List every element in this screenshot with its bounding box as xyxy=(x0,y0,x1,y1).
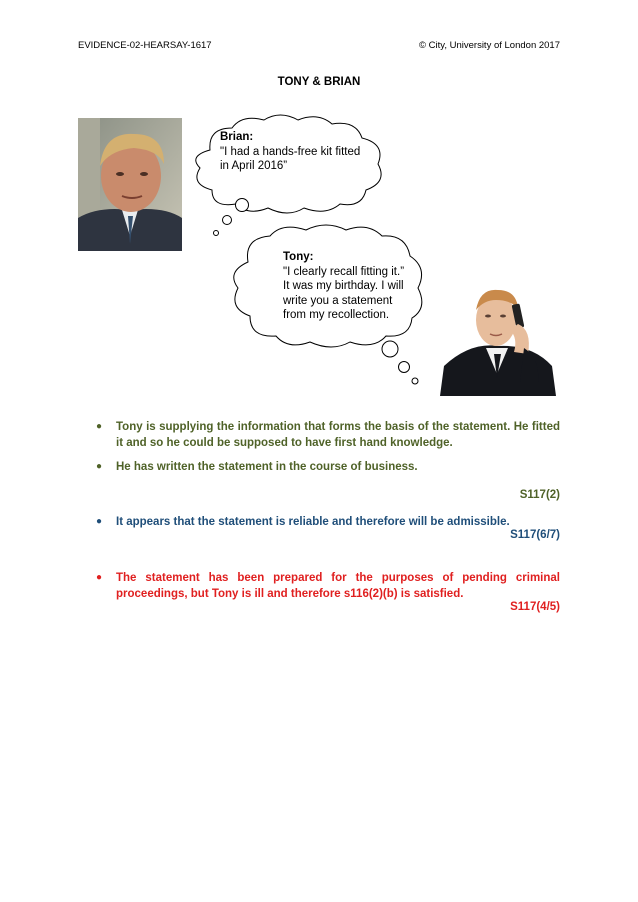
point-first-hand-knowledge xyxy=(96,419,560,451)
point-course-of-business xyxy=(96,459,560,475)
reference-s117-4-5: S117(4/5) xyxy=(510,601,560,613)
brian-quote xyxy=(220,130,370,174)
bullet-icon: ● xyxy=(96,516,103,527)
point-text: It appears that the statement is reliable and therefore will be admissible. xyxy=(116,516,510,528)
header-left: EVIDENCE-02-HEARSAY-1617 xyxy=(78,40,212,51)
page-title: TONY & BRIAN xyxy=(277,76,361,88)
tony-photo xyxy=(440,278,556,396)
bullet-icon: ● xyxy=(96,572,103,583)
brian-photo xyxy=(78,118,182,251)
brian-quote-text: "I had a hands-free kit fitted in April 2016” xyxy=(220,145,361,172)
tony-quote xyxy=(283,250,413,323)
reference-s117-6-7: S117(6/7) xyxy=(510,529,560,541)
point-pending-proceedings xyxy=(96,570,560,602)
point-reliable-admissible xyxy=(96,514,560,530)
bullet-icon: ● xyxy=(96,421,103,432)
bullet-icon: ● xyxy=(96,461,103,472)
point-text: Tony is supplying the information that forms the basis of the statement. He fitted it and so he could be supposed to have first hand knowledge. xyxy=(116,421,560,449)
point-text: The statement has been prepared for the purposes of pending criminal proceedings, but Tony is ill and therefore s116(2)(b) is satisfied. xyxy=(116,572,560,600)
brian-name: Brian: xyxy=(220,131,254,143)
tony-name: Tony: xyxy=(283,251,314,263)
point-text: He has written the statement in the course of business. xyxy=(116,461,418,473)
reference-s117-2: S117(2) xyxy=(519,489,560,501)
tony-quote-text: "I clearly recall fitting it.” It was my birthday. I will write you a statement from my recollection. xyxy=(283,265,405,321)
header-right: © City, University of London 2017 xyxy=(419,40,560,51)
